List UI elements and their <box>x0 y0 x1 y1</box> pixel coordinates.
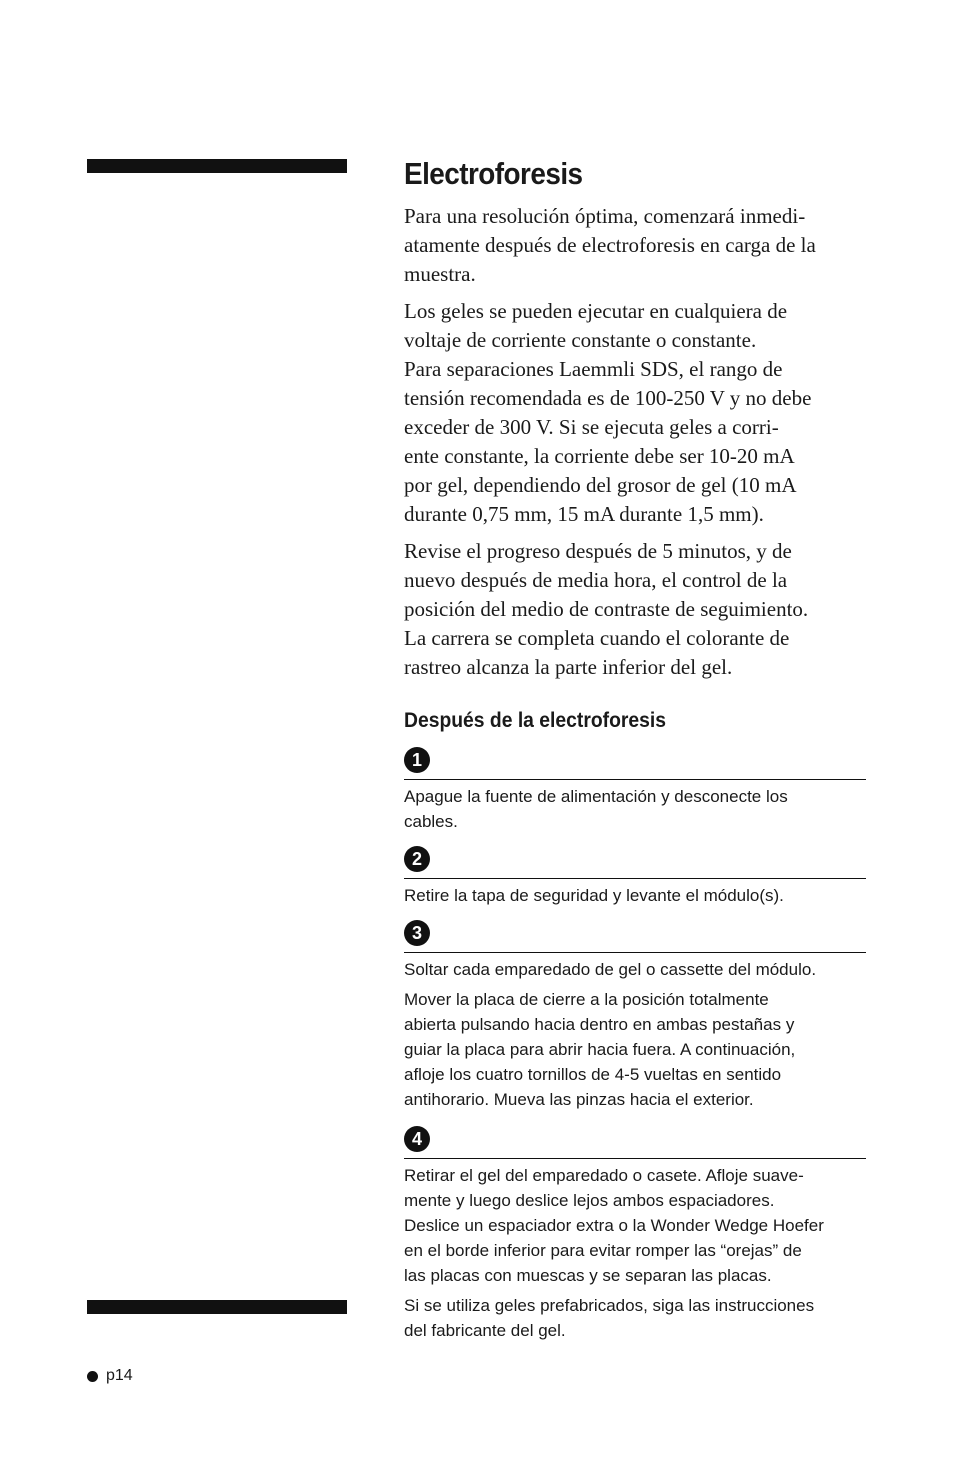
step-number-4: 4 <box>404 1126 430 1152</box>
paragraph-progress: Revise el progreso después de 5 minutos, y de nuevo después de media hora, el control de la posición del medio de contraste de seguimiento. La carrera se completa cuando el colorante de rastreo alcanza la parte inferior del gel. <box>404 539 809 679</box>
decorative-bar-bottom <box>87 1300 347 1314</box>
step-divider <box>404 779 866 780</box>
step-3-text: Soltar cada emparedado de gel o cassette del módulo. <box>404 960 817 979</box>
step-divider <box>404 1158 866 1159</box>
step-number-2: 2 <box>404 846 430 872</box>
page-footer <box>87 1367 133 1385</box>
step-1-text: Apague la fuente de alimentación y desconecte los cables. <box>404 787 788 831</box>
step-4-text: Retirar el gel del emparedado o casete. Afloje suave- mente y luego deslice lejos ambos espaciadores. Deslice un espaciador extra o la Wonder Wedge Hoefer en el borde inferior para evitar romper las “orejas” de las placas con muescas y se separan las placas. <box>404 1166 824 1285</box>
step-number-1: 1 <box>404 747 430 773</box>
step-2 <box>404 846 872 908</box>
step-3 <box>404 920 872 1112</box>
step-4 <box>404 1126 872 1343</box>
paragraph-intro: Para una resolución óptima, comenzará inmedi- atamente después de electroforesis en carga de la muestra. <box>404 204 816 286</box>
subsection-title: Después de la electroforesis <box>404 709 667 732</box>
step-4-note: Si se utiliza geles prefabricados, siga las instrucciones del fabricante del gel. <box>404 1296 815 1340</box>
main-column <box>404 150 872 1343</box>
page-number: p14 <box>106 1367 133 1384</box>
step-divider <box>404 952 866 953</box>
paragraph-voltage: Los geles se pueden ejecutar en cualquiera de voltaje de corriente constante o constante. Para separaciones Laemmli SDS, el rango de tensión recomendada es de 100-250 V y no debe exceder de 300 V. Si se ejecuta geles a corri- ente constante, la corriente debe ser 10-20 mA por gel, dependiendo del grosor de gel (10 mA durante 0,75 mm, 15 mA durante 1,5 mm). <box>404 299 812 526</box>
step-number-3: 3 <box>404 920 430 946</box>
step-1 <box>404 747 872 834</box>
step-3-detail: Mover la placa de cierre a la posición totalmente abierta pulsando hacia dentro en ambas pestañas y guiar la placa para abrir hacia fuera. A continuación, afloje los cuatro tornillos de 4-5 vueltas en sentido antihorario. Mueva las pinzas hacia el exterior. <box>404 990 796 1109</box>
step-divider <box>404 878 866 879</box>
bullet-icon <box>87 1371 98 1382</box>
step-2-text: Retire la tapa de seguridad y levante el módulo(s). <box>404 886 784 905</box>
decorative-bar-top <box>87 159 347 173</box>
section-title: Electroforesis <box>404 156 583 191</box>
